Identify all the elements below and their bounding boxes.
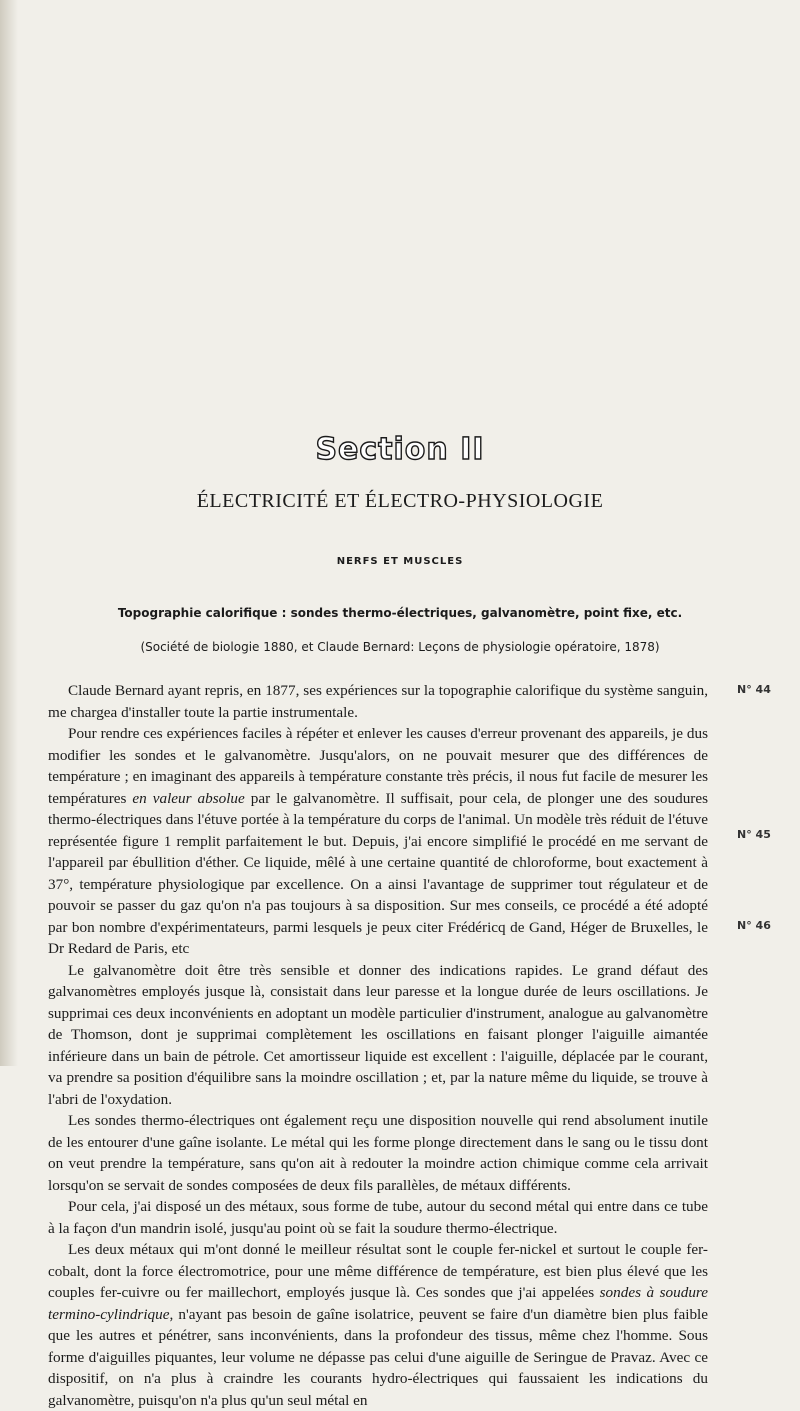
margin-number-45: N° 45 — [737, 828, 771, 841]
paragraph-text: Les deux métaux qui m'ont donné le meilleur résultat sont le couple fer-nickel et surtout le couple fer-cobalt, dont la force électromotrice, pour une même différence de température, est bien plus élevé que les couples fer-cuivre ou fer maillechort, employés jusque là. Ces sondes que j'ai appelées — [48, 1241, 708, 1301]
paragraph-text: par le galvanomètre. Il suffisait, pour cela, de plonger une des soudures thermo-électriques dans l'étuve portée à la température du corps de l'animal. Un modèle très réduit de l'étuve représentée figure 1 remplit parfaitement le but. Depuis, j'ai encore simplifié le procédé en me servant de l'appareil par ébullition d'éther. Ce liquide, mêlé à une certaine quantité de chloroforme, bout exactement à 37°, température physiologique par excellence. On a ainsi l'avantage de supprimer tout régulateur et de pouvoir se passer du gaz qu'on n'a pas toujours à sa disposition. Sur mes conseils, ce procédé a été adopté par bon nombre d'expérimentateurs, parmi lesquels je peux citer Frédéricq de Gand, Héger de Bruxelles, le Dr Redard de Paris, etc — [48, 789, 708, 957]
chapter-subtitle: NERFS ET MUSCLES — [336, 556, 464, 567]
paragraph — [48, 723, 708, 960]
margin-number-44: N° 44 — [737, 683, 771, 696]
body-text — [48, 680, 708, 1411]
topic-heading: Topographie calorifique : sondes thermo-électriques, galvanomètre, point fixe, etc. — [117, 606, 683, 620]
paragraph: Pour cela, j'ai disposé un des métaux, sous forme de tube, autour du second métal qui entre dans ce tube à la façon d'un mandrin isolé, jusqu'au point où se fait la soudure thermo-électrique. — [48, 1198, 708, 1237]
paragraph: Le galvanomètre doit être très sensible et donner des indications rapides. Le grand défaut des galvanomètres employés jusque là, consistait dans leur paresse et la longue durée de leurs oscillations. Je supprimai ces deux inconvénients en adoptant un modèle particulier d'instrument, analogue au galvanomètre de Thomson, dont je supprimai complètement les oscillations en faisant plonger l'aiguille aimantée inférieure dans un bain de pétrole. Cet amortisseur liquide est excellent : l'aiguille, déplacée par le courant, va prendre sa position d'équilibre sans la moindre oscillation ; et, par la nature même du liquide, se trouve à l'abri de l'oxydation. — [48, 961, 708, 1108]
margin-number-46: N° 46 — [737, 919, 771, 932]
paragraph-text: Pour rendre ces expériences faciles à répéter et enlever les causes d'erreur provenant des appareils, je dus modifier les sondes et le galvanomètre. Jusqu'alors, on ne pouvait mesurer que des différences de température ; en imaginant des appareils à température constante très précis, il nous fut facile de mesurer les températures — [48, 725, 708, 807]
paragraph: Les sondes thermo-électriques ont également reçu une disposition nouvelle qui rend absolument inutile de les entourer d'une gaîne isolante. Le métal qui les forme plonge directement dans le sang ou le tissu dont on veut prendre la température, sans qu'on ait à redouter la moindre action chimique comme cela arrivait lorsqu'on se servait de sondes composées de deux fils parallèles, de métaux différents. — [48, 1112, 708, 1194]
paragraph: Claude Bernard ayant repris, en 1877, ses expériences sur la topographie calorifique du système sanguin, me chargea d'installer toute la partie instrumentale. — [48, 682, 708, 721]
chapter-title: ÉLECTRICITÉ ET ÉLECTRO-PHYSIOLOGIE — [196, 490, 604, 512]
paragraph — [48, 1239, 708, 1411]
emphasis-text: en valeur absolue — [132, 789, 245, 807]
section-heading: Section II — [315, 432, 485, 467]
reference-note: (Société de biologie 1880, et Claude Bernard: Leçons de physiologie opératoire, 1878) — [140, 640, 660, 654]
emphasis-text: sondes à soudure termino-cylindrique — [48, 1284, 708, 1323]
paragraph-text: , n'ayant pas besoin de gaîne isolatrice, peuvent se faire d'un diamètre bien plus faible que les autres et pénétrer, sans inconvénients, dans la profondeur des tissus, même chez l'homme. Sous forme d'aiguilles piquantes, leur volume ne dépasse pas celui d'une aiguille de Seringue de Pravaz. Avec ce dispositif, on n'a plus à craindre les courants hydro-électriques qui faussaient les indications du galvanomètre, puisqu'on n'a plus qu'un seul métal en — [48, 1305, 708, 1409]
page-edge-shadow — [0, 0, 18, 1066]
